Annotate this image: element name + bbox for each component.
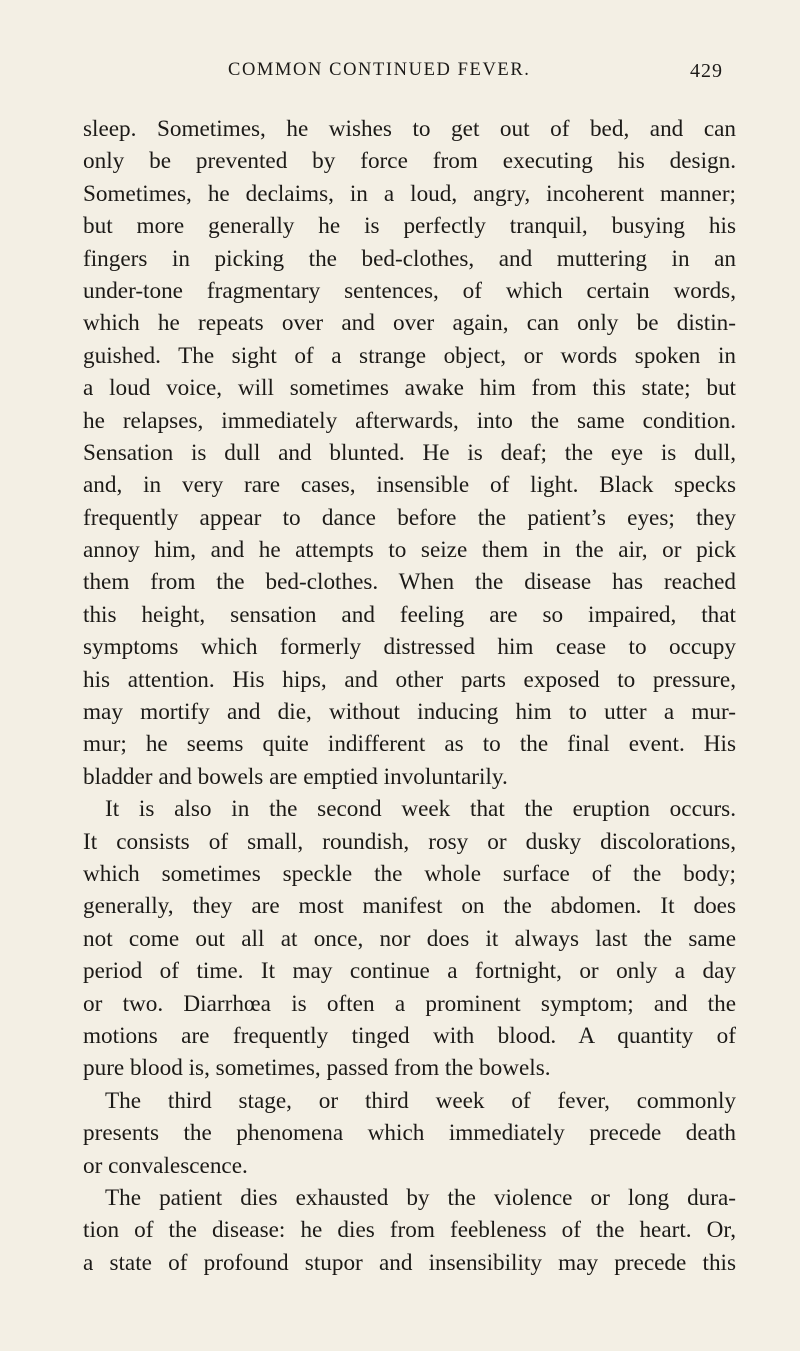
text-line: pure blood is, sometimes, passed from the bowels. (83, 1055, 551, 1082)
text-line: Sometimes, he declaims, in a loud, angry, incoherent manner; (83, 180, 736, 207)
text-line: a loud voice, will sometimes awake him from this state; but (83, 375, 736, 402)
text-line: Sensation is dull and blunted. He is deaf; the eye is dull, (83, 439, 736, 466)
text-line: a state of profound stupor and insensibility may precede this (83, 1249, 736, 1276)
text-line: frequently appear to dance before the patient’s eyes; they (83, 504, 736, 531)
page-number: 429 (690, 60, 723, 82)
text-line: or two. Diarrhœa is often a prominent symptom; and the (83, 990, 736, 1017)
text-line: sleep. Sometimes, he wishes to get out of bed, and can (83, 116, 736, 142)
text-line: this height, sensation and feeling are so impaired, that (83, 601, 736, 628)
text-line: annoy him, and he attempts to seize them in the air, or pick (83, 537, 736, 564)
text-line: he relapses, immediately afterwards, into the same condition. (83, 407, 736, 434)
running-title: COMMON CONTINUED FEVER. (228, 60, 531, 80)
running-header (0, 60, 800, 92)
text-line: presents the phenomena which immediately precede death (83, 1120, 736, 1147)
paragraph-start-line: The third stage, or third week of fever, commonly (105, 1087, 736, 1114)
text-line: It consists of small, roundish, rosy or dusky discolorations, (83, 828, 736, 855)
text-line: only be prevented by force from executing his design. (83, 148, 736, 175)
text-line: not come out all at once, nor does it always last the same (83, 925, 736, 952)
text-line: period of time. It may continue a fortnight, or only a day (83, 958, 736, 985)
text-line: fingers in picking the bed-clothes, and muttering in an (83, 245, 736, 272)
text-line: but more generally he is perfectly tranquil, busying his (83, 213, 736, 240)
text-line: or convalescence. (83, 1152, 248, 1179)
text-line: motions are frequently tinged with blood. A quantity of (83, 1022, 736, 1049)
text-line: may mortify and die, without inducing him to utter a mur- (83, 699, 736, 726)
paragraph-start-line: It is also in the second week that the eruption occurs. (105, 796, 736, 823)
text-line: generally, they are most manifest on the abdomen. It does (83, 893, 736, 920)
text-line: tion of the disease: he dies from feebleness of the heart. Or, (83, 1217, 736, 1244)
text-line: which he repeats over and over again, can only be distin- (83, 310, 736, 337)
body-text (83, 113, 736, 1279)
text-line: bladder and bowels are emptied involuntarily. (83, 763, 508, 790)
text-line: mur; he seems quite indifferent as to the final event. His (83, 731, 736, 758)
text-line: them from the bed-clothes. When the disease has reached (83, 569, 736, 596)
text-line: and, in very rare cases, insensible of light. Black specks (83, 472, 736, 499)
text-line: under-tone fragmentary sentences, of which certain words, (83, 277, 736, 304)
text-line: symptoms which formerly distressed him cease to occupy (83, 634, 736, 661)
text-line: his attention. His hips, and other parts exposed to pressure, (83, 666, 736, 693)
text-line: which sometimes speckle the whole surface of the body; (83, 860, 736, 887)
text-line: guished. The sight of a strange object, or words spoken in (83, 342, 736, 369)
paragraph-start-line: The patient dies exhausted by the violence or long dura- (105, 1184, 736, 1211)
